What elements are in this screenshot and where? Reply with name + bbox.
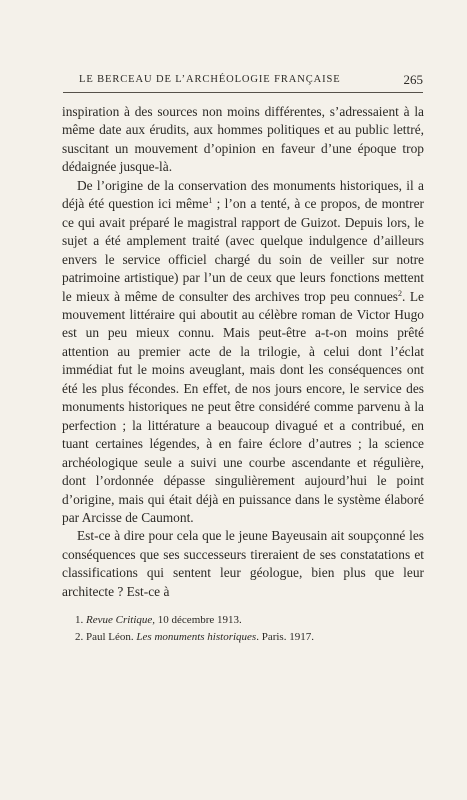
running-title: LE BERCEAU DE L’ARCHÉOLOGIE FRANÇAISE xyxy=(79,74,341,85)
paragraph-2: De l’origine de la conservation des monuments historiques, il a déjà été question ici même$^1$ ; l’on a tenté, à ce propos, de montrer ce qui avait préparé le magistral rapport de Guizot. Depuis lors, le sujet a été amplement traité (avec quelque indulgence d’ailleurs envers le service officiel chargé du soin de veiller sur notre patrimoine artistique) par l’un de ceux que leurs fonctions mettent le mieux à même de consulter des archives trop peu connues$^2$. Le mouvement littéraire qui aboutit au célèbre roman de Victor Hugo est un peu mieux connu. Mais peut-être a-t-on moins prêté attention au premier acte de la trilogie, à celui dont l’éclat immédiat fut le moins aveuglant, mais dont les conséquences ont été les plus fécondes. En effet, de nos jours encore, le service des monuments historiques ne peut être considéré comme parvenu à la perfection ; la littérature a beaucoup divagué et a contribué, en tuant certaines légendes, à en faire éclore d’autres ; la science archéologique seule a suivi une courbe ascendante et régulière, dont l’ordonnée dépasse singulièrement aujourd’hui le point d’origine, mais qui était déjà en puissance dans le système élaboré par Arcisse de Caumont. xyxy=(62,177,425,525)
footnote-ref-1: 1 xyxy=(208,196,213,206)
footnotes xyxy=(63,612,423,646)
footnote-1: 1. Revue Critique, 10 décembre 1913. xyxy=(75,614,242,626)
header-rule xyxy=(63,92,423,93)
paragraph-1: inspiration à des sources non moins différentes, s’adressaient à la même date aux érudits, aux hommes politiques et au public lettré, suscitant un mouvement d’opinion en faveur d’une époque trop dédaignée jusque-là. xyxy=(62,104,424,175)
footnote-ref-2: 2 xyxy=(398,288,402,298)
page-number: 265 xyxy=(403,72,423,87)
paragraph-3: Est-ce à dire pour cela que le jeune Bayeusain ait soupçonné les conséquences que ses successeurs tireraient de ses constatations et classifications qui sentent leur géologue, bien plus que leur architecte ? Est-ce à xyxy=(62,528,424,599)
body-text xyxy=(62,103,424,601)
footnote-2: 2. Paul Léon. Les monuments historiques. Paris. 1917. xyxy=(75,631,314,643)
